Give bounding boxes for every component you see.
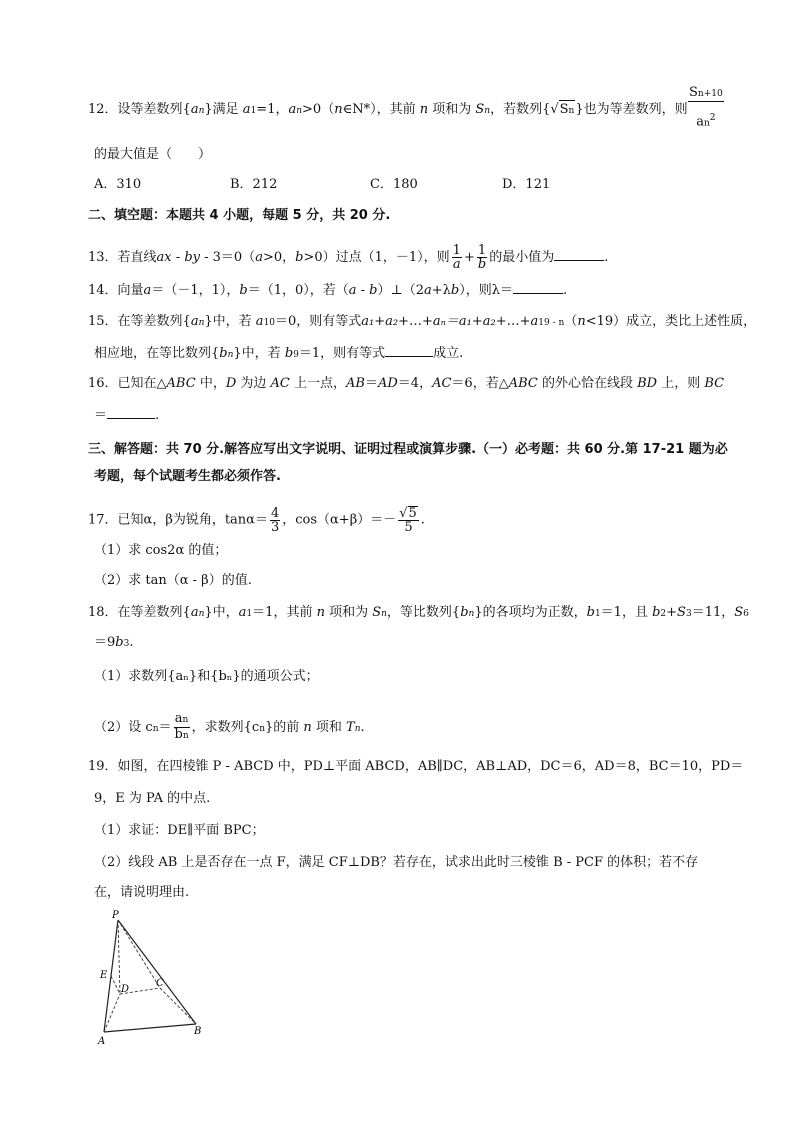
edge-cb: [160, 988, 196, 1024]
label-b: B: [194, 1026, 202, 1037]
section-3-heading-line2: 考题，每个试题考生都必须作答.: [94, 469, 281, 484]
q12-option-d: D．121: [502, 177, 551, 192]
q19-part2-line1: （2）线段 AB 上是否存在一点 F，满足 CF⊥DB？若存在，试求出此时三棱锥 B - PCF 的体积；若不存: [94, 855, 699, 870]
q16-line1: 16．已知在△ABC 中，D 为边 AC 上一点，AB＝AD＝4，AC＝6，若△ABC 的外心恰在线段 BD 上，则 BC: [88, 376, 725, 391]
q12-fraction: $\frac{Sn+10}{an^2}$: [689, 85, 723, 130]
q19-part2-line2: 在，请说明理由.: [94, 885, 190, 900]
q18-part1: （1）求数列{aₙ}和{bₙ}的通项公式；: [94, 669, 319, 684]
q15-line2: 相应地，在等比数列{bn}中，若 b9＝1，则有等式 成立.: [94, 346, 464, 361]
edge-pb: [118, 920, 196, 1024]
edge-pc: [118, 920, 160, 988]
q18-line2: ＝9b3.: [94, 635, 134, 650]
q18-part2: （2）设 cn＝ $\frac{an}{bn}$ ，求数列{cn}的前 n 项和 Tn.: [94, 711, 365, 742]
q12-line1: 12．设等差数列{an}满足 a1=1，an>0（n∈N*），其前 n 项和为 Sn，若数列{√Sn}也为等差数列，则: [88, 100, 688, 120]
label-c: C: [156, 978, 164, 989]
section-3-heading-line1: 三、解答题：共 70 分.解答应写出文字说明、证明过程或演算步骤.（一）必考题：共 60 分.第 17-21 题为必: [88, 442, 728, 457]
section-2-heading: 二、填空题：本题共 4 小题，每题 5 分，共 20 分.: [88, 208, 391, 223]
edge-pd: [118, 920, 120, 994]
q14: 14．向量a＝（－1，1），b＝（1，0），若（a - b）⊥（2a+λb），则λ＝ .: [88, 283, 568, 298]
q13: 13．若直线ax - by - 3＝0（a>0，b>0）过点（1，－1），则 $\frac{1}{a}$ + $\frac{1}{b}$ 的最小值为 .: [88, 243, 609, 272]
q12-option-b: B．212: [230, 177, 278, 192]
q12-line2: 的最大值是（ ）: [94, 147, 212, 162]
q17-part2: （2）求 tan（α - β）的值.: [94, 573, 252, 588]
q17-stem: 17．已知α，β为锐角，tanα＝ $\frac{4}{3}$ ，cos（α+β）＝－ $\frac{√5}{5}$ .: [88, 505, 425, 535]
q16-line2: ＝ .: [94, 408, 160, 423]
q19-line2: 9，E 为 PA 的中点.: [94, 791, 211, 806]
label-d: D: [121, 984, 130, 995]
q17-part1: （1）求 cos2α 的值；: [94, 543, 228, 558]
label-p: P: [112, 910, 119, 921]
q19-part1: （1）求证：DE∥平面 BPC；: [94, 823, 265, 838]
edge-ab: [104, 1024, 196, 1032]
q12-option-c: C．180: [370, 177, 418, 192]
edge-de: [111, 976, 120, 994]
q15-line1: 15．在等差数列{an}中，若 a10＝0，则有等式a₁+a₂+…+aₙ＝a₁+a₂+…+a19 - n（n<19）成立，类比上述性质，: [88, 314, 757, 329]
pyramid-figure: [94, 908, 214, 1048]
q19-line1: 19．如图，在四棱锥 P - ABCD 中，PD⊥平面 ABCD，AB∥DC，AB⊥AD，DC＝6，AD＝8，BC＝10，PD＝: [88, 759, 744, 774]
label-a: A: [98, 1036, 106, 1047]
label-e: E: [100, 970, 108, 981]
q12-option-a: A．310: [94, 177, 142, 192]
q18-line1: 18．在等差数列{an}中，a1＝1，其前 n 项和为 Sn，等比数列{bn}的各项均为正数，b1＝1，且 b2+S3＝11，S6: [88, 605, 749, 620]
